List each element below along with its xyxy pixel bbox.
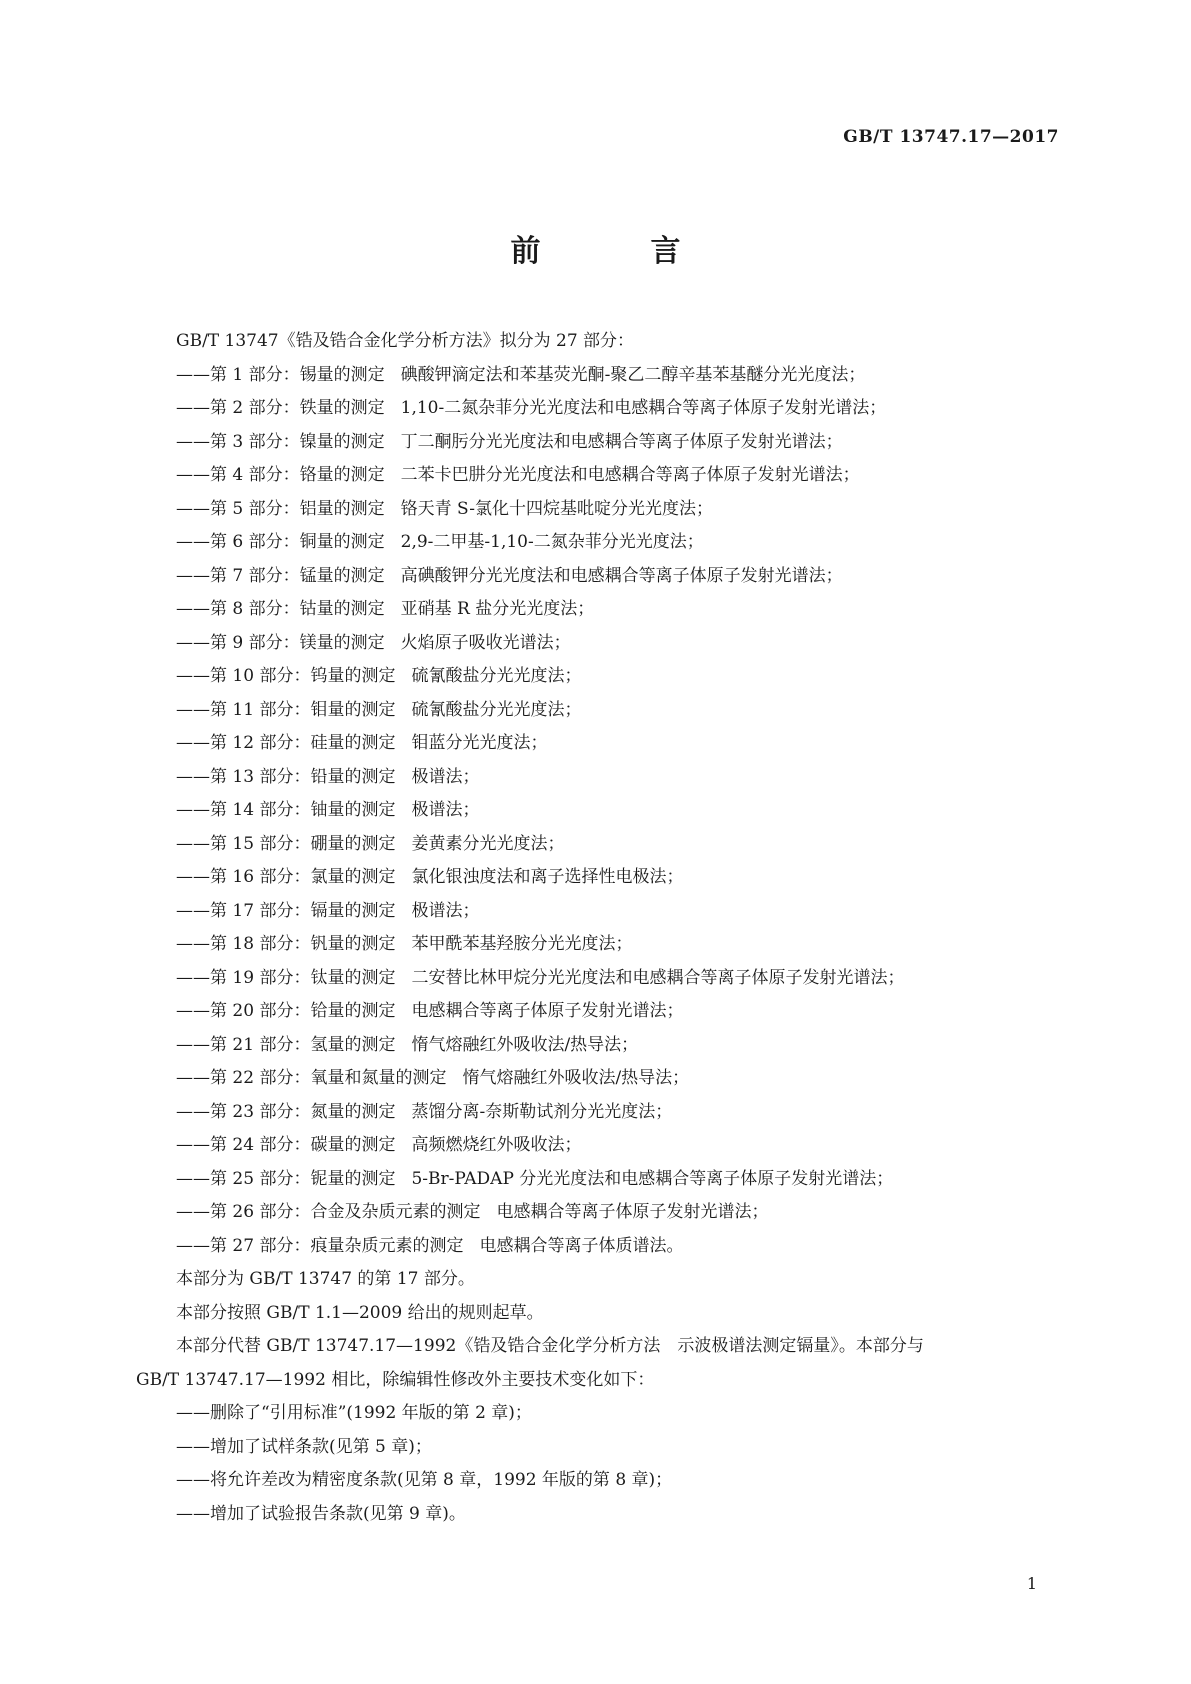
part-prefix: ——第 27 部分：痕量杂质元素的测定 [176, 1235, 464, 1256]
part-prefix: ——第 3 部分：镍量的测定 [176, 431, 385, 452]
part-list-item [136, 593, 1057, 627]
part-list-item [136, 995, 1057, 1029]
replacement-paragraph-line-2: GB/T 13747.17—1992 相比，除编辑性修改外主要技术变化如下： [136, 1369, 655, 1390]
part-method: 苯甲酰苯基羟胺分光光度法； [411, 934, 633, 954]
part-method: 钼蓝分光光度法； [411, 733, 548, 753]
part-prefix: ——第 10 部分：钨量的测定 [176, 666, 396, 686]
part-prefix: ——第 9 部分：镁量的测定 [176, 632, 385, 653]
part-prefix: ——第 7 部分：锰量的测定 [176, 565, 385, 586]
part-prefix: ——第 12 部分：硅量的测定 [176, 733, 396, 753]
part-list-item [136, 828, 1057, 862]
part-method: 5-Br-PADAP 分光光度法和电感耦合等离子体原子发射光谱法； [411, 1168, 894, 1189]
part-method: 硫氰酸盐分光光度法； [411, 666, 582, 686]
intro-paragraph: GB/T 13747《锆及锆合金化学分析方法》拟分为 27 部分： [176, 331, 635, 351]
part-list-item [136, 1062, 1057, 1096]
part-prefix: ——第 19 部分：钛量的测定 [176, 967, 396, 988]
part-list-item [136, 694, 1057, 728]
part-method: 亚硝基 R 盐分光光度法； [400, 599, 595, 619]
part-list-item [136, 861, 1057, 895]
change-list-item: ——增加了试验报告条款(见第 9 章)。 [176, 1503, 466, 1524]
part-prefix: ——第 14 部分：铀量的测定 [176, 800, 396, 820]
part-prefix: ——第 2 部分：铁量的测定 [176, 398, 385, 418]
part-prefix: ——第 6 部分：铜量的测定 [176, 532, 385, 552]
part-list-item [136, 895, 1057, 929]
part-method: 姜黄素分光光度法； [411, 833, 565, 854]
foreword-body [136, 325, 1057, 1531]
part-method: 惰气熔融红外吸收法/热导法； [411, 1034, 639, 1055]
part-method: 氯化银浊度法和离子选择性电极法； [411, 867, 684, 887]
part-prefix: ——第 23 部分：氮量的测定 [176, 1101, 396, 1122]
part-list-item [136, 627, 1057, 661]
part-list-item [136, 493, 1057, 527]
standard-number: GB/T 13747.17—2017 [843, 127, 1059, 147]
page-number: 1 [1026, 1574, 1037, 1593]
part-list-item [136, 1163, 1057, 1197]
part-prefix: ——第 22 部分：氧量和氮量的测定 [176, 1068, 447, 1088]
part-list-item [136, 359, 1057, 393]
part-prefix: ——第 11 部分：钼量的测定 [176, 699, 396, 720]
part-list-item [136, 1196, 1057, 1230]
part-method: 2,9-二甲基-1,10-二氮杂菲分光光度法； [400, 532, 704, 552]
part-method: 硫氰酸盐分光光度法； [411, 699, 582, 720]
part-method: 蒸馏分离-奈斯勒试剂分光光度法； [411, 1101, 673, 1122]
part-method: 惰气熔融红外吸收法/热导法； [462, 1068, 690, 1088]
part-prefix: ——第 24 部分：碳量的测定 [176, 1135, 396, 1155]
part-list-item [136, 1029, 1057, 1063]
part-prefix: ——第 8 部分：钴量的测定 [176, 599, 385, 619]
part-method: 铬天青 S-氯化十四烷基吡啶分光光度法； [400, 498, 714, 519]
part-prefix: ——第 4 部分：铬量的测定 [176, 465, 385, 485]
part-list-item [136, 392, 1057, 426]
part-method: 高碘酸钾分光光度法和电感耦合等离子体原子发射光谱法； [400, 565, 843, 586]
part-method: 电感耦合等离子体原子发射光谱法； [411, 1001, 684, 1021]
change-list-item: ——增加了试样条款(见第 5 章)； [176, 1436, 432, 1457]
part-list-item [136, 794, 1057, 828]
part-method: 二安替比林甲烷分光光度法和电感耦合等离子体原子发射光谱法； [411, 967, 905, 988]
part-list-item [136, 459, 1057, 493]
part-list-item [136, 761, 1057, 795]
part-method: 极谱法； [411, 900, 480, 921]
part-prefix: ——第 26 部分：合金及杂质元素的测定 [176, 1202, 481, 1222]
part-method: 丁二酮肟分光光度法和电感耦合等离子体原子发射光谱法； [400, 431, 843, 452]
parts-list [136, 359, 1057, 1264]
part-prefix: ——第 16 部分：氯量的测定 [176, 867, 396, 887]
part-method: 高频燃烧红外吸收法； [411, 1135, 582, 1155]
part-prefix: ——第 15 部分：硼量的测定 [176, 833, 396, 854]
part-method: 火焰原子吸收光谱法； [400, 632, 571, 653]
part-prefix: ——第 5 部分：铝量的测定 [176, 498, 385, 519]
part-statement: 本部分为 GB/T 13747 的第 17 部分。 [176, 1269, 475, 1289]
part-list-item [136, 426, 1057, 460]
part-list-item [136, 560, 1057, 594]
part-prefix: ——第 21 部分：氢量的测定 [176, 1034, 396, 1055]
part-list-item [136, 526, 1057, 560]
part-method: 1,10-二氮杂菲分光光度法和电感耦合等离子体原子发射光谱法； [400, 398, 887, 418]
part-list-item [136, 1096, 1057, 1130]
part-method: 电感耦合等离子体质谱法。 [479, 1235, 684, 1256]
part-prefix: ——第 17 部分：镉量的测定 [176, 900, 396, 921]
page-title: 前 言 [510, 234, 721, 269]
replacement-paragraph-line-1: 本部分代替 GB/T 13747.17—1992《锆及锆合金化学分析方法 示波极谱法测定镉量》。本部分与 [176, 1336, 924, 1356]
part-prefix: ——第 18 部分：钒量的测定 [176, 934, 396, 954]
part-list-item [136, 1129, 1057, 1163]
part-method: 极谱法； [411, 766, 480, 787]
part-list-item [136, 1230, 1057, 1264]
part-list-item [136, 928, 1057, 962]
change-list-item: ——将允许差改为精密度条款(见第 8 章，1992 年版的第 8 章)； [176, 1470, 673, 1490]
drafting-rule: 本部分按照 GB/T 1.1—2009 给出的规则起草。 [176, 1302, 544, 1323]
part-list-item [136, 660, 1057, 694]
part-method: 极谱法； [411, 800, 480, 820]
part-list-item [136, 727, 1057, 761]
part-method: 电感耦合等离子体原子发射光谱法； [496, 1202, 769, 1222]
changes-list [136, 1397, 1057, 1531]
part-prefix: ——第 1 部分：锡量的测定 [176, 364, 385, 385]
part-list-item [136, 962, 1057, 996]
part-method: 二苯卡巴肼分光光度法和电感耦合等离子体原子发射光谱法； [400, 465, 860, 485]
part-prefix: ——第 20 部分：铪量的测定 [176, 1001, 396, 1021]
part-method: 碘酸钾滴定法和苯基荧光酮-聚乙二醇辛基苯基醚分光光度法； [400, 364, 866, 385]
change-list-item: ——删除了“引用标准”(1992 年版的第 2 章)； [176, 1403, 532, 1423]
part-prefix: ——第 13 部分：铅量的测定 [176, 766, 396, 787]
part-prefix: ——第 25 部分：铌量的测定 [176, 1168, 396, 1189]
